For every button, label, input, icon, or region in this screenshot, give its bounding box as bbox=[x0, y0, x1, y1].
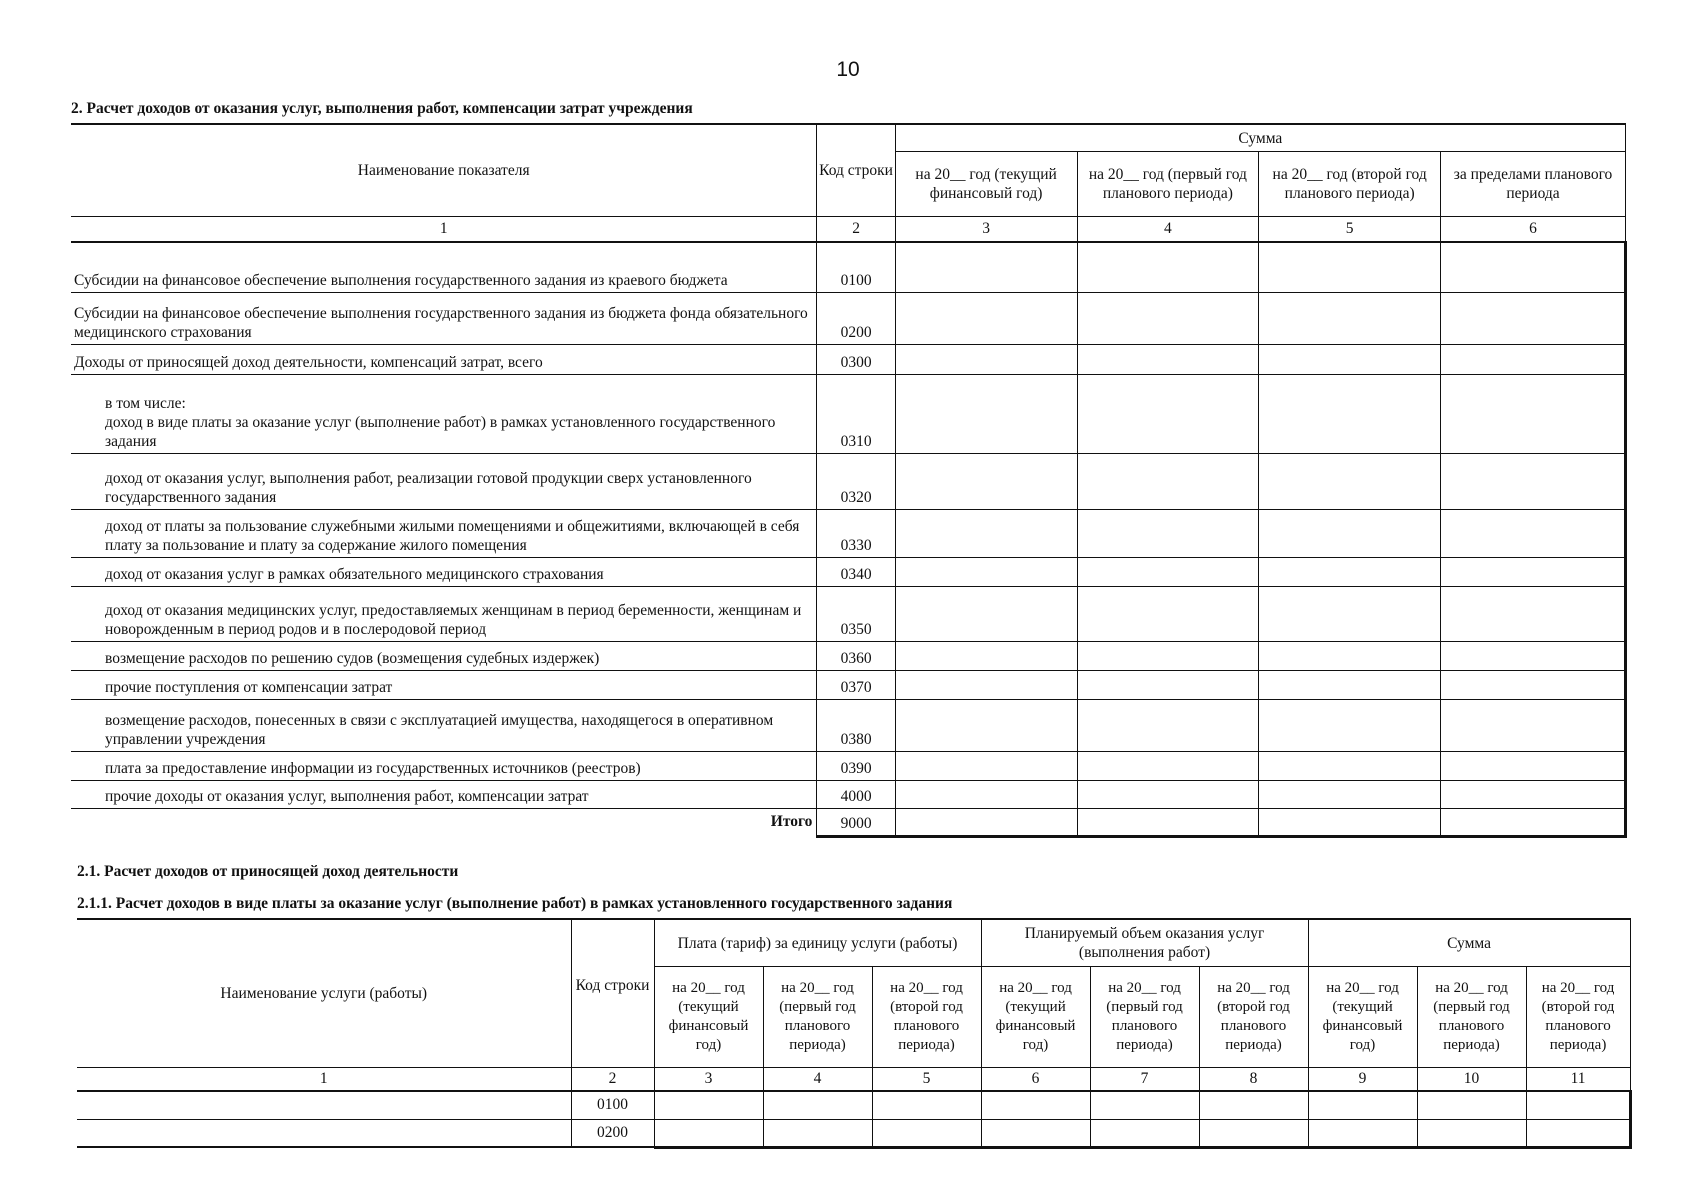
amount-cell[interactable] bbox=[1077, 453, 1259, 509]
table-row bbox=[71, 670, 1626, 699]
value-cell[interactable] bbox=[654, 1091, 763, 1119]
amount-cell[interactable] bbox=[895, 453, 1077, 509]
service-fee-table bbox=[77, 918, 1632, 1149]
row-code: 4000 bbox=[817, 780, 895, 808]
column-number: 2 bbox=[571, 1068, 654, 1092]
amount-cell[interactable] bbox=[1259, 641, 1441, 670]
amount-cell[interactable] bbox=[1441, 670, 1626, 699]
amount-cell[interactable] bbox=[1259, 751, 1441, 780]
row-name: доход от оказания медицинских услуг, предоставляемых женщинам в период беременности, женщинам и новорожденным в период родов и в послеродовой период bbox=[71, 586, 817, 641]
amount-cell[interactable] bbox=[1259, 374, 1441, 453]
amount-cell[interactable] bbox=[1441, 586, 1626, 641]
header-first-year: на 20__ год (первый год планового периода) bbox=[763, 967, 872, 1068]
amount-cell[interactable] bbox=[895, 242, 1077, 292]
value-cell[interactable] bbox=[872, 1091, 981, 1119]
amount-cell[interactable] bbox=[1259, 344, 1441, 374]
value-cell[interactable] bbox=[1199, 1091, 1308, 1119]
table-row bbox=[71, 292, 1626, 344]
amount-cell[interactable] bbox=[895, 292, 1077, 344]
amount-cell[interactable] bbox=[1259, 780, 1441, 808]
value-cell[interactable] bbox=[1090, 1091, 1199, 1119]
value-cell[interactable] bbox=[1199, 1119, 1308, 1147]
amount-cell[interactable] bbox=[1077, 374, 1259, 453]
amount-cell[interactable] bbox=[1259, 586, 1441, 641]
table-row bbox=[71, 242, 1626, 292]
amount-cell[interactable] bbox=[1441, 641, 1626, 670]
column-number: 11 bbox=[1526, 1068, 1630, 1092]
column-number: 2 bbox=[817, 217, 895, 243]
amount-cell[interactable] bbox=[1259, 292, 1441, 344]
row-code: 0310 bbox=[817, 374, 895, 453]
row-code: 0330 bbox=[817, 509, 895, 557]
section-2-1-title: 2.1. Расчет доходов от приносящей доход деятельности bbox=[77, 863, 459, 880]
amount-cell[interactable] bbox=[895, 780, 1077, 808]
total-code: 9000 bbox=[817, 808, 895, 836]
header-sum: Сумма bbox=[1308, 919, 1630, 967]
amount-cell[interactable] bbox=[1441, 344, 1626, 374]
table-row bbox=[71, 699, 1626, 751]
page-number: 10 bbox=[836, 58, 860, 81]
row-code: 0100 bbox=[571, 1091, 654, 1119]
amount-cell[interactable] bbox=[1077, 292, 1259, 344]
amount-cell[interactable] bbox=[1077, 586, 1259, 641]
amount-cell[interactable] bbox=[1077, 780, 1259, 808]
header-col5: на 20__ год (второй год планового периода) bbox=[1259, 152, 1441, 217]
row-code: 0320 bbox=[817, 453, 895, 509]
row-code: 0340 bbox=[817, 557, 895, 586]
row-name: прочие доходы от оказания услуг, выполнения работ, компенсации затрат bbox=[71, 780, 817, 808]
row-code: 0360 bbox=[817, 641, 895, 670]
income-table bbox=[71, 123, 1627, 838]
amount-cell[interactable] bbox=[1441, 557, 1626, 586]
amount-cell[interactable] bbox=[1441, 780, 1626, 808]
row-name-text: доход в виде платы за оказание услуг (выполнение работ) в рамках установленного государственного задания bbox=[105, 413, 776, 450]
header-tariff: Плата (тариф) за единицу услуги (работы) bbox=[654, 919, 981, 967]
amount-cell[interactable] bbox=[1259, 509, 1441, 557]
row-name: Субсидии на финансовое обеспечение выполнения государственного задания из бюджета фонда обязательного медицинского страхования bbox=[71, 292, 817, 344]
table-row bbox=[71, 641, 1626, 670]
row-name bbox=[71, 374, 817, 453]
amount-cell[interactable] bbox=[1259, 699, 1441, 751]
header-col6: за пределами планового периода bbox=[1441, 152, 1626, 217]
header-code: Код строки bbox=[571, 919, 654, 1068]
amount-cell[interactable] bbox=[895, 641, 1077, 670]
row-name: плата за предоставление информации из государственных источников (реестров) bbox=[71, 751, 817, 780]
amount-cell[interactable] bbox=[1259, 453, 1441, 509]
header-current-year: на 20__ год (текущий финансовый год) bbox=[654, 967, 763, 1068]
value-cell[interactable] bbox=[763, 1119, 872, 1147]
column-number: 5 bbox=[1259, 217, 1441, 243]
value-cell[interactable] bbox=[1308, 1091, 1417, 1119]
column-number: 4 bbox=[1077, 217, 1259, 243]
column-number: 8 bbox=[1199, 1068, 1308, 1092]
amount-cell[interactable] bbox=[895, 670, 1077, 699]
value-cell[interactable] bbox=[1417, 1091, 1526, 1119]
value-cell[interactable] bbox=[1417, 1119, 1526, 1147]
row-name: возмещение расходов, понесенных в связи с эксплуатацией имущества, находящегося в оперативном управлении учреждения bbox=[71, 699, 817, 751]
value-cell[interactable] bbox=[1526, 1091, 1630, 1119]
value-cell[interactable] bbox=[872, 1119, 981, 1147]
amount-cell[interactable] bbox=[1441, 808, 1626, 836]
row-name: Субсидии на финансовое обеспечение выполнения государственного задания из краевого бюджета bbox=[71, 242, 817, 292]
amount-cell[interactable] bbox=[1441, 242, 1626, 292]
amount-cell[interactable] bbox=[895, 808, 1077, 836]
amount-cell[interactable] bbox=[1259, 670, 1441, 699]
table-row bbox=[71, 586, 1626, 641]
row-name-prefix: в том числе: bbox=[105, 394, 186, 412]
amount-cell[interactable] bbox=[1441, 374, 1626, 453]
column-number: 6 bbox=[981, 1068, 1090, 1092]
table-row bbox=[71, 557, 1626, 586]
table-row bbox=[71, 344, 1626, 374]
amount-cell[interactable] bbox=[1077, 699, 1259, 751]
row-code: 0200 bbox=[571, 1119, 654, 1147]
column-number: 10 bbox=[1417, 1068, 1526, 1092]
table-row bbox=[71, 780, 1626, 808]
value-cell[interactable] bbox=[981, 1119, 1090, 1147]
amount-cell[interactable] bbox=[895, 586, 1077, 641]
column-number: 4 bbox=[763, 1068, 872, 1092]
header-first-year: на 20__ год (первый год планового периода) bbox=[1417, 967, 1526, 1068]
column-number: 9 bbox=[1308, 1068, 1417, 1092]
service-name-cell[interactable] bbox=[77, 1119, 571, 1147]
row-code: 0380 bbox=[817, 699, 895, 751]
table-row bbox=[71, 751, 1626, 780]
value-cell[interactable] bbox=[654, 1119, 763, 1147]
amount-cell[interactable] bbox=[1077, 557, 1259, 586]
header-service-name: Наименование услуги (работы) bbox=[77, 919, 571, 1068]
table-row bbox=[71, 374, 1626, 453]
total-row bbox=[71, 808, 1626, 836]
header-col4: на 20__ год (первый год планового периода) bbox=[1077, 152, 1259, 217]
amount-cell[interactable] bbox=[1441, 699, 1626, 751]
row-code: 0200 bbox=[817, 292, 895, 344]
amount-cell[interactable] bbox=[895, 699, 1077, 751]
amount-cell[interactable] bbox=[1077, 670, 1259, 699]
section-2-title: 2. Расчет доходов от оказания услуг, выполнения работ, компенсации затрат учреждения bbox=[71, 100, 693, 117]
header-first-year: на 20__ год (первый год планового периода) bbox=[1090, 967, 1199, 1068]
amount-cell[interactable] bbox=[895, 374, 1077, 453]
column-number: 1 bbox=[71, 217, 817, 243]
column-number: 6 bbox=[1441, 217, 1626, 243]
amount-cell[interactable] bbox=[1259, 808, 1441, 836]
header-current-year: на 20__ год (текущий финансовый год) bbox=[1308, 967, 1417, 1068]
amount-cell[interactable] bbox=[1259, 242, 1441, 292]
amount-cell[interactable] bbox=[1077, 344, 1259, 374]
table-row bbox=[71, 509, 1626, 557]
amount-cell[interactable] bbox=[1077, 242, 1259, 292]
column-number: 3 bbox=[895, 217, 1077, 243]
column-number: 1 bbox=[77, 1068, 571, 1092]
value-cell[interactable] bbox=[1308, 1119, 1417, 1147]
service-name-cell[interactable] bbox=[77, 1091, 571, 1119]
amount-cell[interactable] bbox=[895, 751, 1077, 780]
column-number: 5 bbox=[872, 1068, 981, 1092]
header-volume: Планируемый объем оказания услуг (выполнения работ) bbox=[981, 919, 1308, 967]
amount-cell[interactable] bbox=[1077, 509, 1259, 557]
header-current-year: на 20__ год (текущий финансовый год) bbox=[981, 967, 1090, 1068]
header-second-year: на 20__ год (второй год планового периода) bbox=[872, 967, 981, 1068]
row-name: доход от оказания услуг, выполнения работ, реализации готовой продукции сверх установленного государственного задания bbox=[71, 453, 817, 509]
amount-cell[interactable] bbox=[1441, 453, 1626, 509]
amount-cell[interactable] bbox=[1441, 509, 1626, 557]
value-cell[interactable] bbox=[763, 1091, 872, 1119]
amount-cell[interactable] bbox=[1077, 751, 1259, 780]
total-label: Итого bbox=[71, 808, 817, 836]
section-2-1-1-title: 2.1.1. Расчет доходов в виде платы за оказание услуг (выполнение работ) в рамках установленного государственного задания bbox=[77, 895, 953, 912]
table-row bbox=[77, 1119, 1630, 1147]
value-cell[interactable] bbox=[981, 1091, 1090, 1119]
column-number: 3 bbox=[654, 1068, 763, 1092]
amount-cell[interactable] bbox=[1259, 557, 1441, 586]
header-code: Код строки bbox=[817, 124, 895, 217]
amount-cell[interactable] bbox=[895, 344, 1077, 374]
header-sum: Сумма bbox=[895, 124, 1625, 152]
row-name: возмещение расходов по решению судов (возмещения судебных издержек) bbox=[71, 641, 817, 670]
row-name: прочие поступления от компенсации затрат bbox=[71, 670, 817, 699]
amount-cell[interactable] bbox=[1441, 292, 1626, 344]
row-code: 0370 bbox=[817, 670, 895, 699]
amount-cell[interactable] bbox=[1077, 808, 1259, 836]
table-row bbox=[71, 453, 1626, 509]
row-name: доход от платы за пользование служебными жилыми помещениями и общежитиями, включающей в себя плату за пользование и плату за содержание жилого помещения bbox=[71, 509, 817, 557]
amount-cell[interactable] bbox=[1441, 751, 1626, 780]
column-number: 7 bbox=[1090, 1068, 1199, 1092]
header-col3: на 20__ год (текущий финансовый год) bbox=[895, 152, 1077, 217]
value-cell[interactable] bbox=[1526, 1119, 1630, 1147]
row-name: Доходы от приносящей доход деятельности, компенсаций затрат, всего bbox=[71, 344, 817, 374]
row-code: 0100 bbox=[817, 242, 895, 292]
amount-cell[interactable] bbox=[895, 509, 1077, 557]
table-row bbox=[77, 1091, 1630, 1119]
row-code: 0350 bbox=[817, 586, 895, 641]
row-name: доход от оказания услуг в рамках обязательного медицинского страхования bbox=[71, 557, 817, 586]
amount-cell[interactable] bbox=[1077, 641, 1259, 670]
header-second-year: на 20__ год (второй год планового периода) bbox=[1199, 967, 1308, 1068]
row-code: 0300 bbox=[817, 344, 895, 374]
amount-cell[interactable] bbox=[895, 557, 1077, 586]
value-cell[interactable] bbox=[1090, 1119, 1199, 1147]
row-code: 0390 bbox=[817, 751, 895, 780]
header-second-year: на 20__ год (второй год планового периода) bbox=[1526, 967, 1630, 1068]
header-name: Наименование показателя bbox=[71, 124, 817, 217]
